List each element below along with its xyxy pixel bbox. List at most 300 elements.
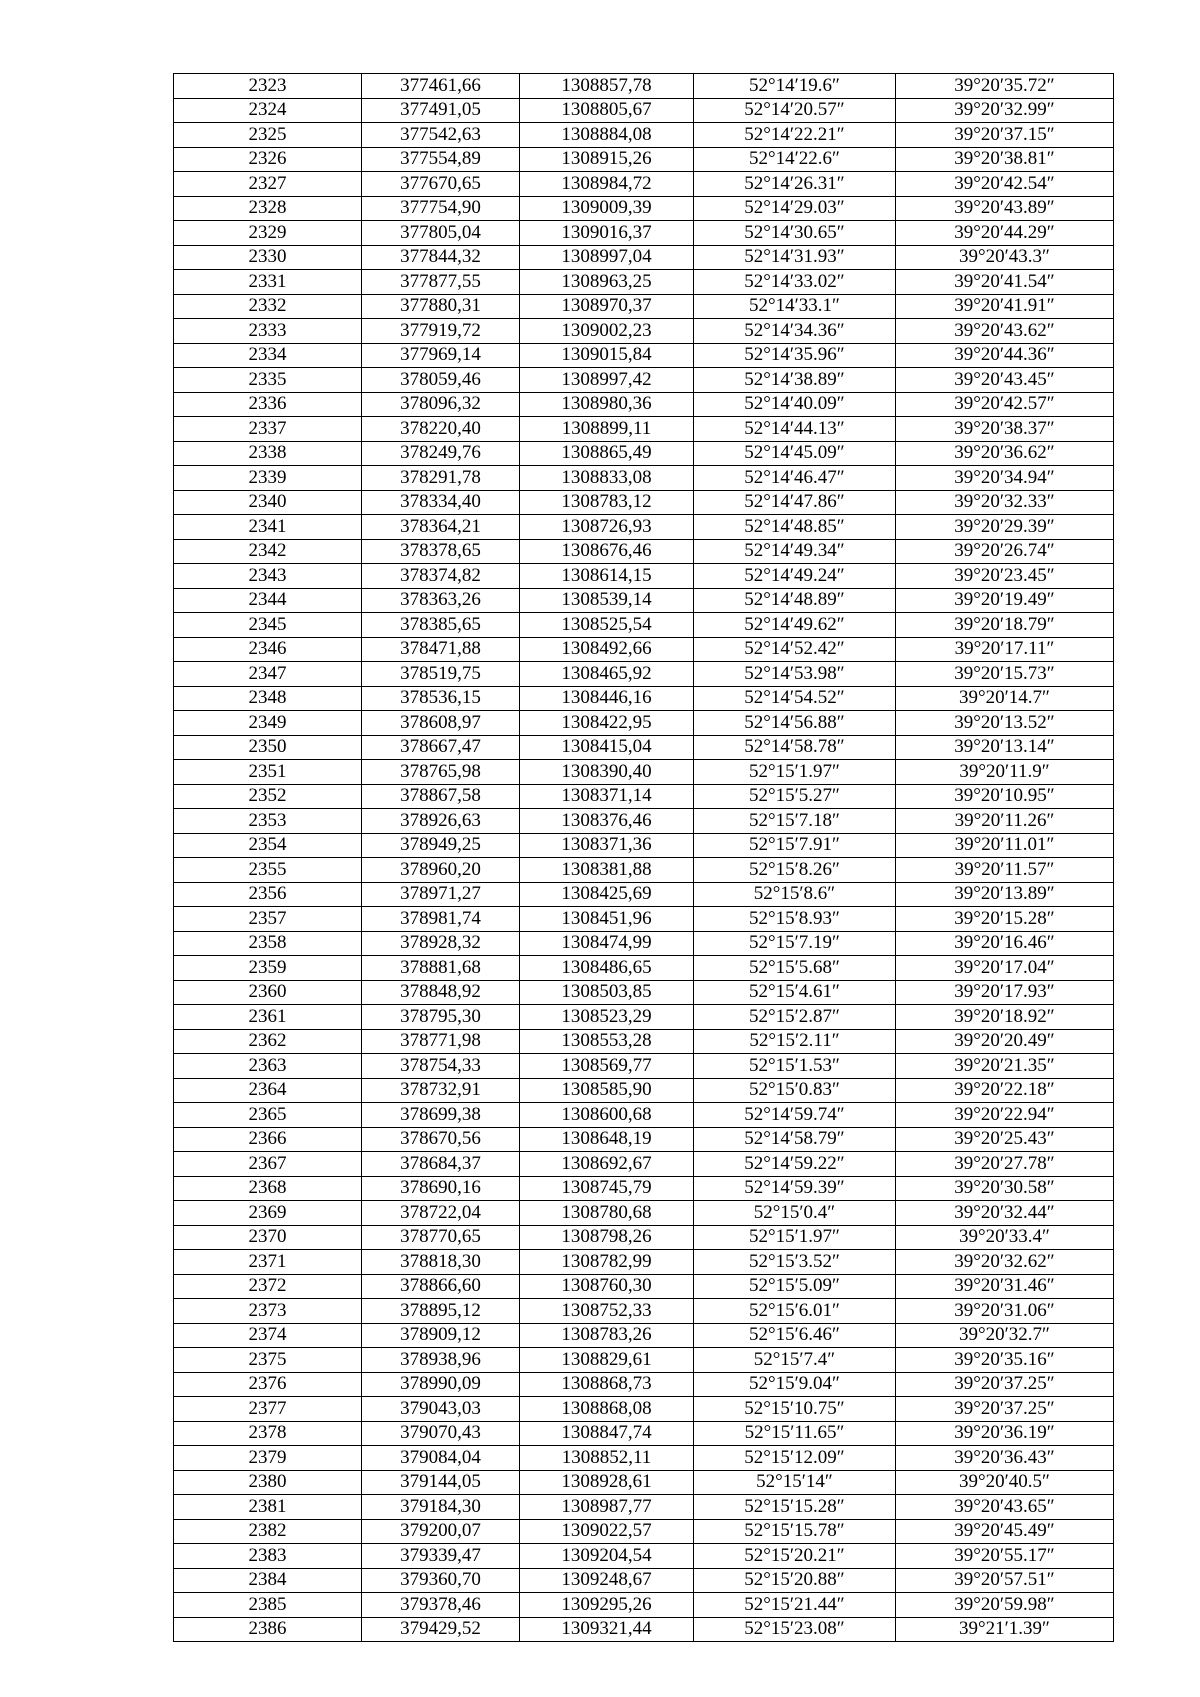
y-coordinate-cell: 1308760,30 <box>520 1274 694 1299</box>
point-number-cell: 2356 <box>174 882 362 907</box>
table-row <box>174 931 1114 956</box>
latitude-cell: 52°14′54.52″ <box>694 686 896 711</box>
point-number-cell: 2325 <box>174 123 362 148</box>
table-row <box>174 466 1114 491</box>
longitude-cell: 39°20′57.51″ <box>896 1568 1114 1593</box>
table-row <box>174 1054 1114 1079</box>
latitude-cell: 52°14′58.78″ <box>694 735 896 760</box>
y-coordinate-cell: 1308376,46 <box>520 809 694 834</box>
latitude-cell: 52°15′14″ <box>694 1470 896 1495</box>
x-coordinate-cell: 378536,15 <box>362 686 520 711</box>
latitude-cell: 52°14′19.6″ <box>694 74 896 99</box>
table-row <box>174 1495 1114 1520</box>
y-coordinate-cell: 1309204,54 <box>520 1544 694 1569</box>
point-number-cell: 2376 <box>174 1372 362 1397</box>
table-row <box>174 1176 1114 1201</box>
latitude-cell: 52°14′48.85″ <box>694 515 896 540</box>
table-row <box>174 270 1114 295</box>
y-coordinate-cell: 1308984,72 <box>520 172 694 197</box>
y-coordinate-cell: 1308868,73 <box>520 1372 694 1397</box>
latitude-cell: 52°14′46.47″ <box>694 466 896 491</box>
latitude-cell: 52°14′29.03″ <box>694 196 896 221</box>
point-number-cell: 2365 <box>174 1103 362 1128</box>
table-row <box>174 956 1114 981</box>
table-row <box>174 1078 1114 1103</box>
longitude-cell: 39°20′43.65″ <box>896 1495 1114 1520</box>
table-row <box>174 368 1114 393</box>
y-coordinate-cell: 1308425,69 <box>520 882 694 907</box>
longitude-cell: 39°20′37.25″ <box>896 1397 1114 1422</box>
latitude-cell: 52°15′5.09″ <box>694 1274 896 1299</box>
y-coordinate-cell: 1308465,92 <box>520 662 694 687</box>
longitude-cell: 39°20′43.62″ <box>896 319 1114 344</box>
y-coordinate-cell: 1308726,93 <box>520 515 694 540</box>
y-coordinate-cell: 1309009,39 <box>520 196 694 221</box>
longitude-cell: 39°20′42.57″ <box>896 392 1114 417</box>
latitude-cell: 52°15′0.4″ <box>694 1201 896 1226</box>
table-row <box>174 1593 1114 1618</box>
x-coordinate-cell: 378374,82 <box>362 564 520 589</box>
x-coordinate-cell: 378670,56 <box>362 1127 520 1152</box>
x-coordinate-cell: 378981,74 <box>362 907 520 932</box>
y-coordinate-cell: 1308752,33 <box>520 1299 694 1324</box>
table-row <box>174 833 1114 858</box>
point-number-cell: 2373 <box>174 1299 362 1324</box>
longitude-cell: 39°20′29.39″ <box>896 515 1114 540</box>
point-number-cell: 2332 <box>174 294 362 319</box>
longitude-cell: 39°20′32.99″ <box>896 98 1114 123</box>
longitude-cell: 39°20′17.93″ <box>896 980 1114 1005</box>
x-coordinate-cell: 377754,90 <box>362 196 520 221</box>
point-number-cell: 2363 <box>174 1054 362 1079</box>
point-number-cell: 2327 <box>174 172 362 197</box>
longitude-cell: 39°20′11.26″ <box>896 809 1114 834</box>
longitude-cell: 39°20′33.4″ <box>896 1225 1114 1250</box>
table-row <box>174 613 1114 638</box>
longitude-cell: 39°20′23.45″ <box>896 564 1114 589</box>
point-number-cell: 2334 <box>174 343 362 368</box>
y-coordinate-cell: 1308446,16 <box>520 686 694 711</box>
table-row <box>174 1421 1114 1446</box>
x-coordinate-cell: 378926,63 <box>362 809 520 834</box>
point-number-cell: 2348 <box>174 686 362 711</box>
longitude-cell: 39°20′55.17″ <box>896 1544 1114 1569</box>
x-coordinate-cell: 378519,75 <box>362 662 520 687</box>
y-coordinate-cell: 1308782,99 <box>520 1250 694 1275</box>
y-coordinate-cell: 1308928,61 <box>520 1470 694 1495</box>
table-row <box>174 392 1114 417</box>
latitude-cell: 52°14′58.79″ <box>694 1127 896 1152</box>
latitude-cell: 52°15′1.97″ <box>694 1225 896 1250</box>
latitude-cell: 52°15′4.61″ <box>694 980 896 1005</box>
latitude-cell: 52°14′31.93″ <box>694 245 896 270</box>
x-coordinate-cell: 377844,32 <box>362 245 520 270</box>
table-row <box>174 196 1114 221</box>
y-coordinate-cell: 1308868,08 <box>520 1397 694 1422</box>
y-coordinate-cell: 1308390,40 <box>520 760 694 785</box>
table-row <box>174 1103 1114 1128</box>
table-row <box>174 74 1114 99</box>
point-number-cell: 2360 <box>174 980 362 1005</box>
point-number-cell: 2355 <box>174 858 362 883</box>
point-number-cell: 2339 <box>174 466 362 491</box>
y-coordinate-cell: 1308980,36 <box>520 392 694 417</box>
latitude-cell: 52°15′12.09″ <box>694 1446 896 1471</box>
y-coordinate-cell: 1309016,37 <box>520 221 694 246</box>
point-number-cell: 2378 <box>174 1421 362 1446</box>
x-coordinate-cell: 378690,16 <box>362 1176 520 1201</box>
latitude-cell: 52°15′21.44″ <box>694 1593 896 1618</box>
latitude-cell: 52°15′1.53″ <box>694 1054 896 1079</box>
table-row <box>174 1127 1114 1152</box>
latitude-cell: 52°15′5.27″ <box>694 784 896 809</box>
y-coordinate-cell: 1308899,11 <box>520 417 694 442</box>
x-coordinate-cell: 378818,30 <box>362 1250 520 1275</box>
x-coordinate-cell: 378334,40 <box>362 490 520 515</box>
table-row <box>174 1617 1114 1642</box>
table-row <box>174 735 1114 760</box>
latitude-cell: 52°15′6.01″ <box>694 1299 896 1324</box>
table-row <box>174 147 1114 172</box>
point-number-cell: 2379 <box>174 1446 362 1471</box>
y-coordinate-cell: 1309295,26 <box>520 1593 694 1618</box>
y-coordinate-cell: 1309321,44 <box>520 1617 694 1642</box>
longitude-cell: 39°20′32.44″ <box>896 1201 1114 1226</box>
latitude-cell: 52°15′15.28″ <box>694 1495 896 1520</box>
longitude-cell: 39°20′36.62″ <box>896 441 1114 466</box>
y-coordinate-cell: 1308833,08 <box>520 466 694 491</box>
latitude-cell: 52°14′33.1″ <box>694 294 896 319</box>
table-row <box>174 245 1114 270</box>
longitude-cell: 39°20′36.19″ <box>896 1421 1114 1446</box>
table-row <box>174 98 1114 123</box>
y-coordinate-cell: 1308371,14 <box>520 784 694 809</box>
longitude-cell: 39°20′41.54″ <box>896 270 1114 295</box>
table-row <box>174 637 1114 662</box>
y-coordinate-cell: 1308474,99 <box>520 931 694 956</box>
y-coordinate-cell: 1308415,04 <box>520 735 694 760</box>
longitude-cell: 39°20′17.04″ <box>896 956 1114 981</box>
point-number-cell: 2336 <box>174 392 362 417</box>
y-coordinate-cell: 1308865,49 <box>520 441 694 466</box>
longitude-cell: 39°20′32.62″ <box>896 1250 1114 1275</box>
table-row <box>174 294 1114 319</box>
point-number-cell: 2366 <box>174 1127 362 1152</box>
latitude-cell: 52°14′26.31″ <box>694 172 896 197</box>
longitude-cell: 39°20′11.01″ <box>896 833 1114 858</box>
x-coordinate-cell: 378732,91 <box>362 1078 520 1103</box>
latitude-cell: 52°14′44.13″ <box>694 417 896 442</box>
x-coordinate-cell: 378881,68 <box>362 956 520 981</box>
point-number-cell: 2375 <box>174 1348 362 1373</box>
point-number-cell: 2344 <box>174 588 362 613</box>
x-coordinate-cell: 378928,32 <box>362 931 520 956</box>
longitude-cell: 39°20′35.16″ <box>896 1348 1114 1373</box>
x-coordinate-cell: 379084,04 <box>362 1446 520 1471</box>
x-coordinate-cell: 378722,04 <box>362 1201 520 1226</box>
y-coordinate-cell: 1308614,15 <box>520 564 694 589</box>
y-coordinate-cell: 1308676,46 <box>520 539 694 564</box>
y-coordinate-cell: 1308422,95 <box>520 711 694 736</box>
longitude-cell: 39°20′32.33″ <box>896 490 1114 515</box>
longitude-cell: 39°20′32.7″ <box>896 1323 1114 1348</box>
point-number-cell: 2371 <box>174 1250 362 1275</box>
point-number-cell: 2359 <box>174 956 362 981</box>
x-coordinate-cell: 378971,27 <box>362 882 520 907</box>
latitude-cell: 52°15′9.04″ <box>694 1372 896 1397</box>
longitude-cell: 39°20′22.18″ <box>896 1078 1114 1103</box>
longitude-cell: 39°21′1.39″ <box>896 1617 1114 1642</box>
longitude-cell: 39°20′38.37″ <box>896 417 1114 442</box>
x-coordinate-cell: 379378,46 <box>362 1593 520 1618</box>
longitude-cell: 39°20′19.49″ <box>896 588 1114 613</box>
table-row <box>174 515 1114 540</box>
x-coordinate-cell: 378866,60 <box>362 1274 520 1299</box>
y-coordinate-cell: 1308585,90 <box>520 1078 694 1103</box>
point-number-cell: 2340 <box>174 490 362 515</box>
y-coordinate-cell: 1308486,65 <box>520 956 694 981</box>
longitude-cell: 39°20′43.3″ <box>896 245 1114 270</box>
x-coordinate-cell: 379200,07 <box>362 1519 520 1544</box>
point-number-cell: 2349 <box>174 711 362 736</box>
x-coordinate-cell: 378471,88 <box>362 637 520 662</box>
latitude-cell: 52°14′48.89″ <box>694 588 896 613</box>
x-coordinate-cell: 378378,65 <box>362 539 520 564</box>
latitude-cell: 52°15′10.75″ <box>694 1397 896 1422</box>
table-row <box>174 123 1114 148</box>
latitude-cell: 52°14′49.34″ <box>694 539 896 564</box>
point-number-cell: 2368 <box>174 1176 362 1201</box>
x-coordinate-cell: 378699,38 <box>362 1103 520 1128</box>
longitude-cell: 39°20′59.98″ <box>896 1593 1114 1618</box>
table-row <box>174 1152 1114 1177</box>
longitude-cell: 39°20′35.72″ <box>896 74 1114 99</box>
point-number-cell: 2337 <box>174 417 362 442</box>
x-coordinate-cell: 377919,72 <box>362 319 520 344</box>
longitude-cell: 39°20′13.52″ <box>896 711 1114 736</box>
latitude-cell: 52°14′59.22″ <box>694 1152 896 1177</box>
x-coordinate-cell: 378848,92 <box>362 980 520 1005</box>
x-coordinate-cell: 379339,47 <box>362 1544 520 1569</box>
latitude-cell: 52°15′7.4″ <box>694 1348 896 1373</box>
point-number-cell: 2353 <box>174 809 362 834</box>
longitude-cell: 39°20′43.45″ <box>896 368 1114 393</box>
latitude-cell: 52°15′5.68″ <box>694 956 896 981</box>
table-row <box>174 907 1114 932</box>
latitude-cell: 52°15′7.19″ <box>694 931 896 956</box>
x-coordinate-cell: 378385,65 <box>362 613 520 638</box>
longitude-cell: 39°20′13.89″ <box>896 882 1114 907</box>
latitude-cell: 52°15′8.93″ <box>694 907 896 932</box>
coordinates-table <box>173 73 1114 1642</box>
x-coordinate-cell: 378909,12 <box>362 1323 520 1348</box>
point-number-cell: 2377 <box>174 1397 362 1422</box>
x-coordinate-cell: 377491,05 <box>362 98 520 123</box>
x-coordinate-cell: 378771,98 <box>362 1029 520 1054</box>
point-number-cell: 2374 <box>174 1323 362 1348</box>
y-coordinate-cell: 1309002,23 <box>520 319 694 344</box>
point-number-cell: 2346 <box>174 637 362 662</box>
x-coordinate-cell: 379043,03 <box>362 1397 520 1422</box>
y-coordinate-cell: 1308371,36 <box>520 833 694 858</box>
latitude-cell: 52°14′40.09″ <box>694 392 896 417</box>
y-coordinate-cell: 1308692,67 <box>520 1152 694 1177</box>
x-coordinate-cell: 379429,52 <box>362 1617 520 1642</box>
y-coordinate-cell: 1308780,68 <box>520 1201 694 1226</box>
point-number-cell: 2383 <box>174 1544 362 1569</box>
table-row <box>174 588 1114 613</box>
latitude-cell: 52°14′47.86″ <box>694 490 896 515</box>
y-coordinate-cell: 1309248,67 <box>520 1568 694 1593</box>
point-number-cell: 2335 <box>174 368 362 393</box>
table-row <box>174 980 1114 1005</box>
latitude-cell: 52°14′22.6″ <box>694 147 896 172</box>
table-row <box>174 809 1114 834</box>
y-coordinate-cell: 1308847,74 <box>520 1421 694 1446</box>
latitude-cell: 52°15′2.87″ <box>694 1005 896 1030</box>
y-coordinate-cell: 1308539,14 <box>520 588 694 613</box>
y-coordinate-cell: 1308783,26 <box>520 1323 694 1348</box>
x-coordinate-cell: 378990,09 <box>362 1372 520 1397</box>
x-coordinate-cell: 377969,14 <box>362 343 520 368</box>
longitude-cell: 39°20′31.06″ <box>896 1299 1114 1324</box>
y-coordinate-cell: 1308857,78 <box>520 74 694 99</box>
latitude-cell: 52°15′8.6″ <box>694 882 896 907</box>
latitude-cell: 52°14′45.09″ <box>694 441 896 466</box>
table-row <box>174 1250 1114 1275</box>
point-number-cell: 2329 <box>174 221 362 246</box>
latitude-cell: 52°15′1.97″ <box>694 760 896 785</box>
latitude-cell: 52°15′15.78″ <box>694 1519 896 1544</box>
point-number-cell: 2357 <box>174 907 362 932</box>
table-row <box>174 441 1114 466</box>
table-row <box>174 1225 1114 1250</box>
table-row <box>174 1299 1114 1324</box>
longitude-cell: 39°20′34.94″ <box>896 466 1114 491</box>
longitude-cell: 39°20′18.92″ <box>896 1005 1114 1030</box>
table-row <box>174 1568 1114 1593</box>
x-coordinate-cell: 378765,98 <box>362 760 520 785</box>
latitude-cell: 52°14′56.88″ <box>694 711 896 736</box>
latitude-cell: 52°14′49.24″ <box>694 564 896 589</box>
x-coordinate-cell: 378867,58 <box>362 784 520 809</box>
y-coordinate-cell: 1309022,57 <box>520 1519 694 1544</box>
latitude-cell: 52°15′0.83″ <box>694 1078 896 1103</box>
x-coordinate-cell: 377805,04 <box>362 221 520 246</box>
table-row <box>174 1323 1114 1348</box>
longitude-cell: 39°20′21.35″ <box>896 1054 1114 1079</box>
y-coordinate-cell: 1308829,61 <box>520 1348 694 1373</box>
latitude-cell: 52°15′20.21″ <box>694 1544 896 1569</box>
point-number-cell: 2324 <box>174 98 362 123</box>
point-number-cell: 2354 <box>174 833 362 858</box>
longitude-cell: 39°20′13.14″ <box>896 735 1114 760</box>
longitude-cell: 39°20′15.73″ <box>896 662 1114 687</box>
latitude-cell: 52°14′59.39″ <box>694 1176 896 1201</box>
longitude-cell: 39°20′45.49″ <box>896 1519 1114 1544</box>
latitude-cell: 52°15′23.08″ <box>694 1617 896 1642</box>
x-coordinate-cell: 379360,70 <box>362 1568 520 1593</box>
x-coordinate-cell: 378770,65 <box>362 1225 520 1250</box>
table-row <box>174 343 1114 368</box>
point-number-cell: 2380 <box>174 1470 362 1495</box>
longitude-cell: 39°20′44.29″ <box>896 221 1114 246</box>
point-number-cell: 2372 <box>174 1274 362 1299</box>
longitude-cell: 39°20′16.46″ <box>896 931 1114 956</box>
table-row <box>174 1372 1114 1397</box>
table-row <box>174 417 1114 442</box>
table-row <box>174 858 1114 883</box>
point-number-cell: 2328 <box>174 196 362 221</box>
point-number-cell: 2338 <box>174 441 362 466</box>
longitude-cell: 39°20′30.58″ <box>896 1176 1114 1201</box>
table-row <box>174 882 1114 907</box>
longitude-cell: 39°20′11.9″ <box>896 760 1114 785</box>
latitude-cell: 52°14′30.65″ <box>694 221 896 246</box>
point-number-cell: 2361 <box>174 1005 362 1030</box>
x-coordinate-cell: 378938,96 <box>362 1348 520 1373</box>
latitude-cell: 52°15′2.11″ <box>694 1029 896 1054</box>
coordinates-table-body <box>174 74 1114 1642</box>
latitude-cell: 52°15′7.91″ <box>694 833 896 858</box>
longitude-cell: 39°20′43.89″ <box>896 196 1114 221</box>
table-row <box>174 319 1114 344</box>
point-number-cell: 2331 <box>174 270 362 295</box>
x-coordinate-cell: 378364,21 <box>362 515 520 540</box>
point-number-cell: 2352 <box>174 784 362 809</box>
y-coordinate-cell: 1308852,11 <box>520 1446 694 1471</box>
point-number-cell: 2370 <box>174 1225 362 1250</box>
table-row <box>174 784 1114 809</box>
y-coordinate-cell: 1308915,26 <box>520 147 694 172</box>
x-coordinate-cell: 378291,78 <box>362 466 520 491</box>
latitude-cell: 52°14′53.98″ <box>694 662 896 687</box>
table-row <box>174 1519 1114 1544</box>
y-coordinate-cell: 1308970,37 <box>520 294 694 319</box>
latitude-cell: 52°15′6.46″ <box>694 1323 896 1348</box>
longitude-cell: 39°20′20.49″ <box>896 1029 1114 1054</box>
point-number-cell: 2343 <box>174 564 362 589</box>
latitude-cell: 52°15′11.65″ <box>694 1421 896 1446</box>
longitude-cell: 39°20′10.95″ <box>896 784 1114 809</box>
latitude-cell: 52°14′35.96″ <box>694 343 896 368</box>
point-number-cell: 2341 <box>174 515 362 540</box>
point-number-cell: 2382 <box>174 1519 362 1544</box>
y-coordinate-cell: 1308987,77 <box>520 1495 694 1520</box>
x-coordinate-cell: 378249,76 <box>362 441 520 466</box>
x-coordinate-cell: 378608,97 <box>362 711 520 736</box>
point-number-cell: 2326 <box>174 147 362 172</box>
longitude-cell: 39°20′26.74″ <box>896 539 1114 564</box>
latitude-cell: 52°14′52.42″ <box>694 637 896 662</box>
table-row <box>174 172 1114 197</box>
longitude-cell: 39°20′27.78″ <box>896 1152 1114 1177</box>
x-coordinate-cell: 377461,66 <box>362 74 520 99</box>
table-row <box>174 490 1114 515</box>
point-number-cell: 2385 <box>174 1593 362 1618</box>
point-number-cell: 2351 <box>174 760 362 785</box>
x-coordinate-cell: 378059,46 <box>362 368 520 393</box>
y-coordinate-cell: 1309015,84 <box>520 343 694 368</box>
point-number-cell: 2386 <box>174 1617 362 1642</box>
x-coordinate-cell: 378220,40 <box>362 417 520 442</box>
longitude-cell: 39°20′36.43″ <box>896 1446 1114 1471</box>
point-number-cell: 2381 <box>174 1495 362 1520</box>
table-row <box>174 711 1114 736</box>
point-number-cell: 2358 <box>174 931 362 956</box>
table-row <box>174 760 1114 785</box>
table-row <box>174 1274 1114 1299</box>
